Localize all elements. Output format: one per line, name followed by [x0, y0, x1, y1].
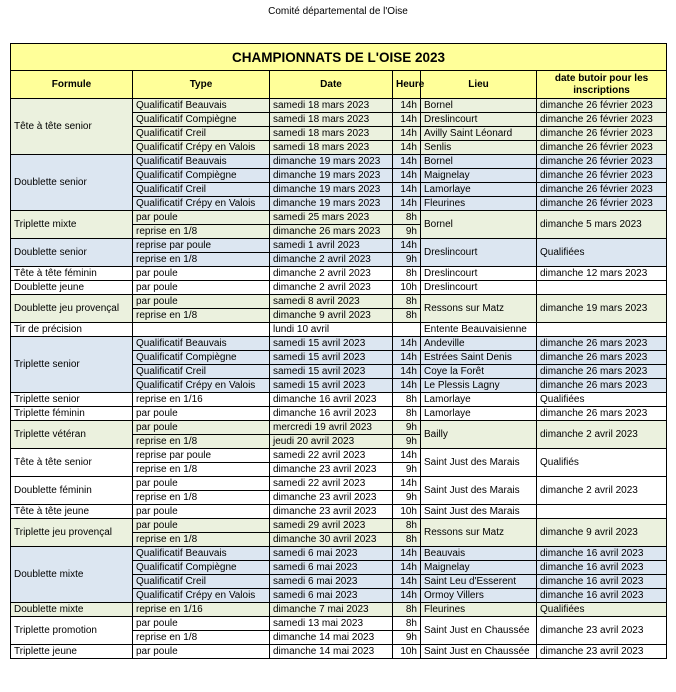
date-cell: dimanche 26 mars 2023	[270, 225, 393, 239]
lieu-cell: Maignelay	[421, 561, 537, 575]
date-butoir-cell: Qualifiés	[537, 449, 667, 477]
date-cell: dimanche 30 avril 2023	[270, 533, 393, 547]
type-cell: par poule	[133, 477, 270, 491]
date-cell: dimanche 2 avril 2023	[270, 281, 393, 295]
type-cell	[133, 323, 270, 337]
formule-cell: Doublette mixte	[11, 603, 133, 617]
date-cell: samedi 6 mai 2023	[270, 589, 393, 603]
lieu-cell: Bailly	[421, 421, 537, 449]
table-row	[11, 281, 667, 295]
heure-cell: 9h	[393, 463, 421, 477]
type-cell: Qualificatif Creil	[133, 365, 270, 379]
date-butoir-cell: dimanche 2 avril 2023	[537, 421, 667, 449]
lieu-cell: Le Plessis Lagny	[421, 379, 537, 393]
date-butoir-cell: dimanche 26 mars 2023	[537, 407, 667, 421]
heure-cell: 9h	[393, 435, 421, 449]
heure-cell: 10h	[393, 645, 421, 659]
table-row	[11, 547, 667, 561]
heure-cell: 8h	[393, 267, 421, 281]
type-cell: Qualificatif Beauvais	[133, 99, 270, 113]
heure-cell: 14h	[393, 141, 421, 155]
date-cell: dimanche 9 avril 2023	[270, 309, 393, 323]
formule-cell: Doublette jeune	[11, 281, 133, 295]
formule-cell: Triplette jeune	[11, 645, 133, 659]
date-cell: samedi 1 avril 2023	[270, 239, 393, 253]
date-cell: dimanche 2 avril 2023	[270, 253, 393, 267]
formule-cell: Tir de précision	[11, 323, 133, 337]
date-cell: dimanche 19 mars 2023	[270, 197, 393, 211]
date-cell: samedi 15 avril 2023	[270, 365, 393, 379]
table-row	[11, 323, 667, 337]
date-cell: dimanche 7 mai 2023	[270, 603, 393, 617]
formule-cell: Tête à tête jeune	[11, 505, 133, 519]
date-cell: samedi 18 mars 2023	[270, 113, 393, 127]
lieu-cell: Andeville	[421, 337, 537, 351]
type-cell: Qualificatif Beauvais	[133, 155, 270, 169]
type-cell: reprise en 1/8	[133, 225, 270, 239]
heure-cell: 9h	[393, 225, 421, 239]
date-butoir-cell	[537, 281, 667, 295]
col-header-date: Date	[270, 71, 393, 99]
lieu-cell: Senlis	[421, 141, 537, 155]
heure-cell: 14h	[393, 379, 421, 393]
lieu-cell: Saint Just en Chaussée	[421, 617, 537, 645]
lieu-cell: Bornel	[421, 155, 537, 169]
date-cell: samedi 15 avril 2023	[270, 379, 393, 393]
date-cell: samedi 25 mars 2023	[270, 211, 393, 225]
table-row	[11, 617, 667, 631]
table-row	[11, 603, 667, 617]
col-header-heure: Heure	[393, 71, 421, 99]
heure-cell: 14h	[393, 113, 421, 127]
heure-cell: 14h	[393, 561, 421, 575]
lieu-cell: Bornel	[421, 211, 537, 239]
heure-cell: 8h	[393, 407, 421, 421]
lieu-cell: Coye la Forêt	[421, 365, 537, 379]
date-butoir-cell: dimanche 26 février 2023	[537, 197, 667, 211]
date-butoir-cell: Qualifiées	[537, 603, 667, 617]
lieu-cell: Saint Just en Chaussée	[421, 645, 537, 659]
table-row	[11, 99, 667, 113]
lieu-cell: Dreslincourt	[421, 267, 537, 281]
type-cell: par poule	[133, 519, 270, 533]
formule-cell: Doublette senior	[11, 155, 133, 211]
type-cell: Qualificatif Crépy en Valois	[133, 379, 270, 393]
date-cell: samedi 18 mars 2023	[270, 99, 393, 113]
lieu-cell: Estrées Saint Denis	[421, 351, 537, 365]
heure-cell: 9h	[393, 631, 421, 645]
date-cell: jeudi 20 avril 2023	[270, 435, 393, 449]
date-butoir-cell: dimanche 23 avril 2023	[537, 617, 667, 645]
lieu-cell: Avilly Saint Léonard	[421, 127, 537, 141]
formule-cell: Triplette senior	[11, 337, 133, 393]
formule-cell: Triplette mixte	[11, 211, 133, 239]
heure-cell: 14h	[393, 589, 421, 603]
table-row	[11, 519, 667, 533]
heure-cell: 10h	[393, 505, 421, 519]
table-row	[11, 267, 667, 281]
date-cell: samedi 6 mai 2023	[270, 561, 393, 575]
table-body	[11, 99, 667, 659]
date-cell: samedi 22 avril 2023	[270, 449, 393, 463]
lieu-cell: Ormoy Villers	[421, 589, 537, 603]
heure-cell: 8h	[393, 519, 421, 533]
lieu-cell: Saint Just des Marais	[421, 449, 537, 477]
date-butoir-cell: dimanche 26 février 2023	[537, 99, 667, 113]
type-cell: Qualificatif Crépy en Valois	[133, 589, 270, 603]
table-row	[11, 295, 667, 309]
type-cell: par poule	[133, 281, 270, 295]
heure-cell: 9h	[393, 253, 421, 267]
col-header-formule: Formule	[11, 71, 133, 99]
heure-cell: 14h	[393, 155, 421, 169]
type-cell: reprise en 1/8	[133, 533, 270, 547]
table-row	[11, 645, 667, 659]
lieu-cell: Saint Just des Marais	[421, 505, 537, 519]
date-butoir-cell: dimanche 9 avril 2023	[537, 519, 667, 547]
type-cell: par poule	[133, 617, 270, 631]
table-title: CHAMPIONNATS DE L'OISE 2023	[11, 44, 667, 71]
date-cell: dimanche 19 mars 2023	[270, 169, 393, 183]
formule-cell: Tête à tête senior	[11, 99, 133, 155]
date-butoir-cell: dimanche 26 mars 2023	[537, 337, 667, 351]
formule-cell: Doublette mixte	[11, 547, 133, 603]
formule-cell: Triplette vétéran	[11, 421, 133, 449]
heure-cell: 14h	[393, 337, 421, 351]
heure-cell: 10h	[393, 281, 421, 295]
date-butoir-cell: dimanche 26 février 2023	[537, 113, 667, 127]
type-cell: reprise par poule	[133, 449, 270, 463]
heure-cell: 14h	[393, 197, 421, 211]
date-butoir-cell: dimanche 16 avril 2023	[537, 575, 667, 589]
date-cell: dimanche 23 avril 2023	[270, 505, 393, 519]
lieu-cell: Entente Beauvaisienne	[421, 323, 537, 337]
date-cell: samedi 6 mai 2023	[270, 547, 393, 561]
type-cell: Qualificatif Crépy en Valois	[133, 197, 270, 211]
lieu-cell: Ressons sur Matz	[421, 295, 537, 323]
type-cell: reprise en 1/16	[133, 393, 270, 407]
heure-cell: 14h	[393, 575, 421, 589]
date-butoir-cell: dimanche 26 mars 2023	[537, 379, 667, 393]
date-cell: dimanche 19 mars 2023	[270, 155, 393, 169]
date-butoir-cell: dimanche 26 février 2023	[537, 169, 667, 183]
formule-cell: Triplette féminin	[11, 407, 133, 421]
date-butoir-cell: dimanche 26 février 2023	[537, 141, 667, 155]
heure-cell: 8h	[393, 393, 421, 407]
type-cell: par poule	[133, 295, 270, 309]
date-butoir-cell: dimanche 23 avril 2023	[537, 645, 667, 659]
heure-cell: 14h	[393, 477, 421, 491]
lieu-cell: Lamorlaye	[421, 393, 537, 407]
heure-cell: 14h	[393, 239, 421, 253]
lieu-cell: Bornel	[421, 99, 537, 113]
type-cell: reprise en 1/8	[133, 435, 270, 449]
type-cell: reprise en 1/8	[133, 463, 270, 477]
type-cell: Qualificatif Creil	[133, 183, 270, 197]
type-cell: reprise en 1/8	[133, 309, 270, 323]
date-cell: samedi 29 avril 2023	[270, 519, 393, 533]
date-cell: mercredi 19 avril 2023	[270, 421, 393, 435]
table-row	[11, 337, 667, 351]
heure-cell: 8h	[393, 533, 421, 547]
lieu-cell: Ressons sur Matz	[421, 519, 537, 547]
table-row	[11, 155, 667, 169]
lieu-cell: Beauvais	[421, 547, 537, 561]
type-cell: reprise en 1/8	[133, 491, 270, 505]
col-header-type: Type	[133, 71, 270, 99]
date-butoir-cell: dimanche 16 avril 2023	[537, 547, 667, 561]
table-row	[11, 421, 667, 435]
lieu-cell: Saint Leu d'Esserent	[421, 575, 537, 589]
heure-cell: 9h	[393, 421, 421, 435]
date-cell: dimanche 16 avril 2023	[270, 407, 393, 421]
table-row	[11, 505, 667, 519]
heure-cell: 9h	[393, 491, 421, 505]
heure-cell: 8h	[393, 617, 421, 631]
type-cell: Qualificatif Crépy en Valois	[133, 141, 270, 155]
type-cell: reprise en 1/16	[133, 603, 270, 617]
date-cell: samedi 8 avril 2023	[270, 295, 393, 309]
formule-cell: Doublette jeu provençal	[11, 295, 133, 323]
lieu-cell: Lamorlaye	[421, 183, 537, 197]
date-cell: dimanche 16 avril 2023	[270, 393, 393, 407]
formule-cell: Tête à tête féminin	[11, 267, 133, 281]
heure-cell: 8h	[393, 211, 421, 225]
championships-table	[10, 43, 667, 659]
type-cell: par poule	[133, 211, 270, 225]
date-butoir-cell: dimanche 26 février 2023	[537, 183, 667, 197]
heure-cell: 14h	[393, 169, 421, 183]
date-cell: dimanche 23 avril 2023	[270, 491, 393, 505]
type-cell: par poule	[133, 407, 270, 421]
date-butoir-cell	[537, 323, 667, 337]
date-butoir-cell: dimanche 26 mars 2023	[537, 365, 667, 379]
type-cell: Qualificatif Beauvais	[133, 547, 270, 561]
lieu-cell: Fleurines	[421, 603, 537, 617]
heure-cell: 14h	[393, 127, 421, 141]
date-cell: samedi 13 mai 2023	[270, 617, 393, 631]
type-cell: reprise en 1/8	[133, 631, 270, 645]
date-butoir-cell: dimanche 26 mars 2023	[537, 351, 667, 365]
date-butoir-cell: Qualifiées	[537, 239, 667, 267]
heure-cell: 14h	[393, 365, 421, 379]
formule-cell: Triplette senior	[11, 393, 133, 407]
date-cell: samedi 18 mars 2023	[270, 127, 393, 141]
date-butoir-cell: dimanche 26 février 2023	[537, 155, 667, 169]
heure-cell: 14h	[393, 99, 421, 113]
lieu-cell: Dreslincourt	[421, 239, 537, 267]
date-butoir-cell: dimanche 2 avril 2023	[537, 477, 667, 505]
date-cell: samedi 6 mai 2023	[270, 575, 393, 589]
date-butoir-cell: dimanche 19 mars 2023	[537, 295, 667, 323]
date-cell: lundi 10 avril	[270, 323, 393, 337]
heure-cell: 14h	[393, 547, 421, 561]
lieu-cell: Dreslincourt	[421, 281, 537, 295]
lieu-cell: Saint Just des Marais	[421, 477, 537, 505]
date-butoir-cell: dimanche 12 mars 2023	[537, 267, 667, 281]
table-row	[11, 239, 667, 253]
date-cell: dimanche 14 mai 2023	[270, 631, 393, 645]
formule-cell: Triplette promotion	[11, 617, 133, 645]
heure-cell: 14h	[393, 351, 421, 365]
date-butoir-cell: dimanche 26 février 2023	[537, 127, 667, 141]
type-cell: Qualificatif Beauvais	[133, 337, 270, 351]
table-row	[11, 393, 667, 407]
date-cell: samedi 15 avril 2023	[270, 337, 393, 351]
table-row	[11, 477, 667, 491]
heure-cell: 14h	[393, 449, 421, 463]
lieu-cell: Fleurines	[421, 197, 537, 211]
date-cell: samedi 18 mars 2023	[270, 141, 393, 155]
heure-cell	[393, 323, 421, 337]
date-butoir-cell: Qualifiées	[537, 393, 667, 407]
heure-cell: 8h	[393, 309, 421, 323]
formule-cell: Doublette senior	[11, 239, 133, 267]
formule-cell: Tête à tête senior	[11, 449, 133, 477]
formule-cell: Doublette féminin	[11, 477, 133, 505]
date-cell: dimanche 23 avril 2023	[270, 463, 393, 477]
type-cell: reprise par poule	[133, 239, 270, 253]
heure-cell: 8h	[393, 603, 421, 617]
type-cell: Qualificatif Creil	[133, 575, 270, 589]
date-butoir-cell: dimanche 5 mars 2023	[537, 211, 667, 239]
date-butoir-cell	[537, 505, 667, 519]
date-cell: dimanche 14 mai 2023	[270, 645, 393, 659]
date-cell: samedi 15 avril 2023	[270, 351, 393, 365]
formule-cell: Triplette jeu provençal	[11, 519, 133, 547]
table-row	[11, 211, 667, 225]
lieu-cell: Lamorlaye	[421, 407, 537, 421]
type-cell: par poule	[133, 645, 270, 659]
type-cell: Qualificatif Creil	[133, 127, 270, 141]
col-header-lieu: Lieu	[421, 71, 537, 99]
table-row	[11, 449, 667, 463]
type-cell: par poule	[133, 421, 270, 435]
type-cell: par poule	[133, 267, 270, 281]
date-cell: dimanche 2 avril 2023	[270, 267, 393, 281]
document-header: Comité départemental de l'Oise	[268, 6, 408, 17]
date-butoir-cell: dimanche 16 avril 2023	[537, 561, 667, 575]
heure-cell: 14h	[393, 183, 421, 197]
lieu-cell: Dreslincourt	[421, 113, 537, 127]
date-butoir-cell: dimanche 16 avril 2023	[537, 589, 667, 603]
col-header-date-butoir: date butoir pour les inscriptions	[537, 71, 667, 99]
type-cell: Qualificatif Compiègne	[133, 351, 270, 365]
lieu-cell: Maignelay	[421, 169, 537, 183]
type-cell: Qualificatif Compiègne	[133, 169, 270, 183]
type-cell: reprise en 1/8	[133, 253, 270, 267]
table-row	[11, 407, 667, 421]
date-cell: dimanche 19 mars 2023	[270, 183, 393, 197]
heure-cell: 8h	[393, 295, 421, 309]
type-cell: Qualificatif Compiègne	[133, 561, 270, 575]
date-cell: samedi 22 avril 2023	[270, 477, 393, 491]
type-cell: par poule	[133, 505, 270, 519]
type-cell: Qualificatif Compiègne	[133, 113, 270, 127]
